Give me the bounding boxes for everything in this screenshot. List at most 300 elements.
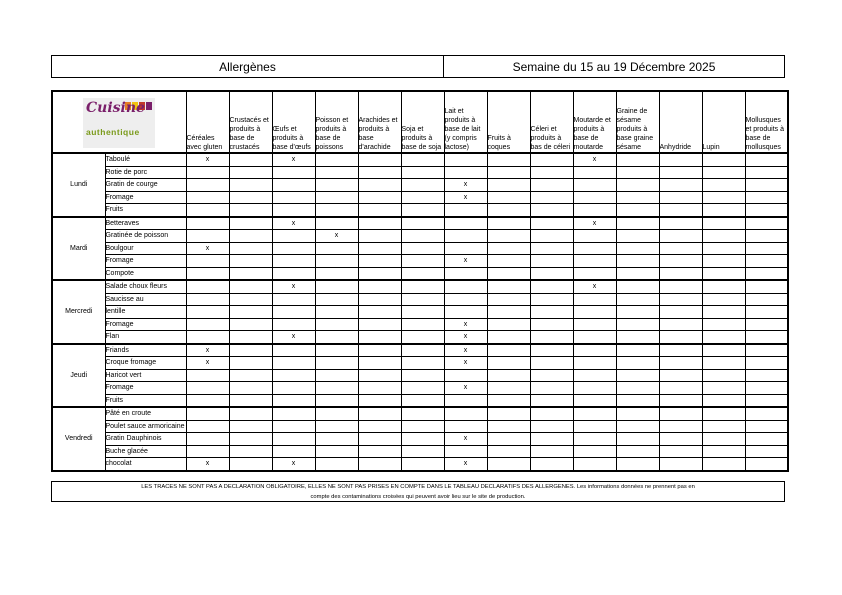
allergen-cell: [444, 445, 487, 458]
allergen-cell: [401, 318, 444, 331]
allergen-column-header: Céleri et produits à bas de céleri: [530, 91, 573, 153]
dish-name: Fruits: [105, 394, 186, 407]
allergen-cell: [186, 369, 229, 382]
allergen-cell: [358, 242, 401, 255]
allergen-cell: [186, 179, 229, 192]
table-row: [52, 306, 788, 319]
allergen-cell: [272, 318, 315, 331]
allergen-cell: [315, 179, 358, 192]
allergen-cell: [702, 382, 745, 395]
allergen-cell: [444, 369, 487, 382]
allergen-cell: [358, 445, 401, 458]
allergen-cell: [272, 306, 315, 319]
allergen-cell: [358, 230, 401, 243]
dish-name: Rotie de porc: [105, 166, 186, 179]
allergen-cell: [272, 394, 315, 407]
allergen-cell: [315, 357, 358, 370]
allergen-cell: [272, 166, 315, 179]
allergen-cell: [616, 357, 659, 370]
allergen-column-header: Lait et produits à base de lait (y compris lactose): [444, 91, 487, 153]
day-label: Mercredi: [52, 280, 105, 344]
allergen-cell: [573, 267, 616, 280]
table-row: [52, 369, 788, 382]
allergen-cell: [745, 204, 788, 217]
allergen-cell: [530, 306, 573, 319]
allergen-mark: x: [573, 280, 616, 293]
allergen-cell: [401, 267, 444, 280]
allergen-cell: [358, 318, 401, 331]
table-row: [52, 267, 788, 280]
dish-name: Taboulé: [105, 153, 186, 166]
allergen-cell: [616, 242, 659, 255]
allergen-cell: [487, 280, 530, 293]
day-label: Jeudi: [52, 344, 105, 408]
allergen-cell: [530, 293, 573, 306]
allergen-cell: [616, 293, 659, 306]
allergen-cell: [745, 293, 788, 306]
allergen-cell: [315, 153, 358, 166]
allergen-mark: x: [444, 191, 487, 204]
allergen-cell: [401, 420, 444, 433]
allergen-column-header: Soja et produits à base de soja: [401, 91, 444, 153]
allergen-cell: [487, 267, 530, 280]
allergen-cell: [401, 204, 444, 217]
allergen-cell: [272, 293, 315, 306]
allergen-cell: [659, 369, 702, 382]
allergen-cell: [702, 191, 745, 204]
logo-text-cuisine: Cuisine: [86, 100, 145, 116]
table-row: [52, 318, 788, 331]
allergen-cell: [401, 407, 444, 420]
footer-line-1: LES TRACES NE SONT PAS A DECLARATION OBLIGATOIRE, ELLES NE SONT PAS PRISES EN COMPTE DANS LE TABLEAU DECLARATIFS DES ALLERGENES. Les informations données ne prennent pas en: [141, 484, 695, 490]
allergen-cell: [616, 166, 659, 179]
dish-name: Croque fromage: [105, 357, 186, 370]
allergen-cell: [616, 280, 659, 293]
allergen-cell: [229, 420, 272, 433]
allergen-cell: [659, 344, 702, 357]
allergen-cell: [401, 217, 444, 230]
allergen-cell: [530, 458, 573, 471]
allergen-cell: [530, 318, 573, 331]
allergen-cell: [358, 382, 401, 395]
allergen-cell: [530, 344, 573, 357]
allergen-cell: [401, 331, 444, 344]
allergen-cell: [530, 153, 573, 166]
allergen-column-header: Mollusques et produits à base de mollusques: [745, 91, 788, 153]
allergen-cell: [401, 242, 444, 255]
allergen-cell: [702, 306, 745, 319]
allergen-cell: [358, 280, 401, 293]
dish-name: Gratinée de poisson: [105, 230, 186, 243]
table-row: [52, 179, 788, 192]
allergen-cell: [487, 191, 530, 204]
allergen-cell: [186, 433, 229, 446]
allergen-cell: [573, 445, 616, 458]
allergen-cell: [186, 217, 229, 230]
allergen-cell: [530, 445, 573, 458]
allergen-cell: [229, 369, 272, 382]
allergen-mark: x: [444, 318, 487, 331]
allergen-cell: [444, 153, 487, 166]
allergen-cell: [745, 433, 788, 446]
allergen-cell: [229, 267, 272, 280]
allergen-cell: [530, 179, 573, 192]
allergen-cell: [702, 267, 745, 280]
allergen-cell: [616, 445, 659, 458]
allergen-cell: [272, 230, 315, 243]
allergen-cell: [444, 204, 487, 217]
allergen-cell: [573, 382, 616, 395]
allergen-cell: [272, 255, 315, 268]
allergen-cell: [229, 217, 272, 230]
allergen-cell: [530, 433, 573, 446]
allergen-cell: [186, 255, 229, 268]
allergen-cell: [444, 267, 487, 280]
allergen-cell: [186, 445, 229, 458]
allergen-cell: [315, 394, 358, 407]
allergen-cell: [616, 394, 659, 407]
dish-name: chocolat: [105, 458, 186, 471]
allergen-cell: [315, 242, 358, 255]
allergen-cell: [186, 420, 229, 433]
allergen-cell: [487, 153, 530, 166]
allergen-cell: [616, 420, 659, 433]
allergen-mark: x: [186, 242, 229, 255]
dish-name: Fromage: [105, 255, 186, 268]
footer-notice: [51, 481, 785, 502]
allergen-cell: [530, 369, 573, 382]
table-row: [52, 433, 788, 446]
dish-name: Boulgour: [105, 242, 186, 255]
dish-name: Buche glacée: [105, 445, 186, 458]
allergen-mark: x: [272, 217, 315, 230]
allergen-cell: [487, 382, 530, 395]
allergen-mark: x: [444, 179, 487, 192]
allergen-cell: [745, 242, 788, 255]
allergen-mark: x: [573, 153, 616, 166]
allergen-cell: [487, 318, 530, 331]
allergen-cell: [444, 306, 487, 319]
allergen-cell: [659, 407, 702, 420]
allergen-cell: [530, 420, 573, 433]
allergen-mark: x: [444, 433, 487, 446]
allergen-cell: [229, 445, 272, 458]
allergen-cell: [573, 357, 616, 370]
allergen-cell: [186, 331, 229, 344]
table-row: [52, 217, 788, 230]
allergen-cell: [487, 293, 530, 306]
allergen-cell: [573, 394, 616, 407]
allergen-cell: [530, 382, 573, 395]
allergen-cell: [702, 318, 745, 331]
allergen-mark: x: [186, 344, 229, 357]
allergen-cell: [444, 230, 487, 243]
allergen-cell: [616, 217, 659, 230]
allergen-cell: [530, 280, 573, 293]
allergen-cell: [530, 204, 573, 217]
allergen-cell: [229, 280, 272, 293]
allergen-cell: [272, 433, 315, 446]
allergen-cell: [573, 166, 616, 179]
allergen-cell: [487, 255, 530, 268]
dish-name: Fromage: [105, 191, 186, 204]
allergen-cell: [616, 318, 659, 331]
allergen-cell: [229, 293, 272, 306]
allergen-cell: [444, 394, 487, 407]
allergen-cell: [659, 293, 702, 306]
allergen-cell: [401, 153, 444, 166]
allergen-cell: [616, 369, 659, 382]
table-row: [52, 242, 788, 255]
allergen-cell: [487, 204, 530, 217]
allergen-cell: [487, 433, 530, 446]
allergen-cell: [702, 153, 745, 166]
allergen-mark: x: [444, 344, 487, 357]
allergen-cell: [315, 280, 358, 293]
allergen-cell: [745, 166, 788, 179]
allergen-cell: [573, 230, 616, 243]
allergen-cell: [573, 344, 616, 357]
allergen-cell: [272, 382, 315, 395]
allergen-cell: [702, 217, 745, 230]
allergen-mark: x: [186, 153, 229, 166]
table-row: [52, 382, 788, 395]
allergen-cell: [616, 458, 659, 471]
allergen-cell: [401, 230, 444, 243]
allergen-cell: [401, 191, 444, 204]
allergen-column-header: Lupin: [702, 91, 745, 153]
allergen-cell: [659, 458, 702, 471]
allergen-cell: [315, 433, 358, 446]
allergen-cell: [573, 242, 616, 255]
allergen-cell: [573, 204, 616, 217]
allergen-cell: [229, 318, 272, 331]
allergen-cell: [745, 153, 788, 166]
allergen-cell: [401, 293, 444, 306]
allergen-cell: [272, 204, 315, 217]
allergen-cell: [272, 267, 315, 280]
allergen-cell: [616, 153, 659, 166]
allergen-mark: x: [186, 458, 229, 471]
allergen-cell: [487, 458, 530, 471]
allergen-cell: [186, 166, 229, 179]
footer-line-2: compte des contaminations croisées qui peuvent avoir lieu sur le site de production.: [310, 494, 526, 500]
allergen-cell: [272, 179, 315, 192]
allergen-cell: [229, 357, 272, 370]
dish-name: Flan: [105, 331, 186, 344]
allergen-cell: [745, 369, 788, 382]
day-label: Mardi: [52, 217, 105, 281]
allergen-cell: [530, 166, 573, 179]
allergen-cell: [573, 255, 616, 268]
table-row: [52, 357, 788, 370]
allergen-cell: [702, 458, 745, 471]
allergen-cell: [745, 280, 788, 293]
allergen-cell: [659, 306, 702, 319]
logo-square-purple: [146, 102, 152, 110]
allergen-cell: [702, 293, 745, 306]
table-row: [52, 191, 788, 204]
allergen-cell: [659, 394, 702, 407]
allergen-cell: [315, 458, 358, 471]
table-row: [52, 153, 788, 166]
allergen-mark: x: [444, 458, 487, 471]
allergen-cell: [315, 306, 358, 319]
allergen-cell: [186, 318, 229, 331]
week-label: Semaine du 15 au 19 Décembre 2025: [512, 59, 716, 74]
allergen-cell: [186, 306, 229, 319]
allergen-cell: [315, 166, 358, 179]
dish-name: Poulet sauce armoricaine: [105, 420, 186, 433]
allergen-cell: [616, 331, 659, 344]
allergen-cell: [616, 407, 659, 420]
dish-name: Fromage: [105, 318, 186, 331]
allergen-cell: [702, 344, 745, 357]
allergen-cell: [573, 318, 616, 331]
allergen-cell: [444, 293, 487, 306]
allergen-cell: [358, 331, 401, 344]
allergen-cell: [229, 153, 272, 166]
allergen-cell: [229, 242, 272, 255]
allergen-cell: [573, 407, 616, 420]
allergen-cell: [659, 318, 702, 331]
allergen-cell: [702, 445, 745, 458]
allergen-cell: [702, 230, 745, 243]
allergen-cell: [659, 433, 702, 446]
allergen-cell: [358, 306, 401, 319]
allergen-cell: [659, 204, 702, 217]
allergen-mark: x: [186, 357, 229, 370]
allergen-cell: [573, 458, 616, 471]
allergen-cell: [702, 179, 745, 192]
allergen-cell: [702, 166, 745, 179]
allergen-cell: [702, 204, 745, 217]
allergen-cell: [444, 280, 487, 293]
allergen-mark: x: [272, 280, 315, 293]
allergen-cell: [229, 331, 272, 344]
day-label: Lundi: [52, 153, 105, 217]
allergen-cell: [186, 394, 229, 407]
allergen-cell: [315, 318, 358, 331]
allergen-cell: [573, 191, 616, 204]
allergen-cell: [315, 191, 358, 204]
allergen-cell: [702, 242, 745, 255]
allergen-cell: [401, 280, 444, 293]
allergen-table: [51, 90, 789, 472]
allergen-cell: [745, 255, 788, 268]
table-row: [52, 166, 788, 179]
allergen-cell: [745, 458, 788, 471]
allergen-cell: [573, 433, 616, 446]
allergen-cell: [702, 433, 745, 446]
allergen-cell: [745, 217, 788, 230]
allergen-cell: [272, 191, 315, 204]
allergen-cell: [573, 331, 616, 344]
allergen-cell: [401, 445, 444, 458]
allergen-cell: [659, 357, 702, 370]
allergen-cell: [358, 179, 401, 192]
allergen-cell: [745, 191, 788, 204]
allergen-cell: [745, 445, 788, 458]
dish-name: Fruits: [105, 204, 186, 217]
allergen-cell: [487, 306, 530, 319]
allergen-cell: [358, 407, 401, 420]
allergen-cell: [315, 382, 358, 395]
allergen-cell: [487, 369, 530, 382]
allergen-cell: [530, 357, 573, 370]
allergen-cell: [659, 255, 702, 268]
allergen-cell: [616, 191, 659, 204]
allergen-cell: [444, 166, 487, 179]
allergen-cell: [616, 306, 659, 319]
allergen-cell: [229, 230, 272, 243]
allergen-cell: [401, 306, 444, 319]
table-row: [52, 407, 788, 420]
allergen-cell: [358, 255, 401, 268]
allergen-cell: [315, 293, 358, 306]
allergen-cell: [745, 230, 788, 243]
allergen-cell: [186, 267, 229, 280]
allergen-cell: [186, 191, 229, 204]
allergen-cell: [229, 306, 272, 319]
allergen-cell: [272, 407, 315, 420]
allergen-cell: [702, 255, 745, 268]
allergen-cell: [487, 166, 530, 179]
allergen-cell: [573, 293, 616, 306]
allergen-column-header: Graine de sésame produits à base graine sésame: [616, 91, 659, 153]
allergen-column-header: Céréales avec gluten: [186, 91, 229, 153]
allergen-cell: [745, 331, 788, 344]
allergen-cell: [272, 344, 315, 357]
allergen-cell: [616, 267, 659, 280]
allergen-cell: [401, 166, 444, 179]
allergen-cell: [530, 191, 573, 204]
allergen-cell: [358, 166, 401, 179]
allergen-cell: [616, 382, 659, 395]
allergen-cell: [745, 357, 788, 370]
day-label: Vendredi: [52, 407, 105, 471]
allergen-cell: [401, 433, 444, 446]
allergen-cell: [487, 420, 530, 433]
allergen-cell: [487, 344, 530, 357]
allergen-cell: [358, 420, 401, 433]
allergen-column-header: Moutarde et produits à base de moutarde: [573, 91, 616, 153]
allergen-cell: [702, 357, 745, 370]
allergen-cell: [530, 230, 573, 243]
allergen-mark: x: [272, 153, 315, 166]
allergen-cell: [272, 445, 315, 458]
table-row: [52, 420, 788, 433]
allergen-cell: [702, 369, 745, 382]
allergen-cell: [315, 331, 358, 344]
logo-text-authentique: authentique: [86, 127, 140, 137]
allergen-cell: [358, 191, 401, 204]
allergen-cell: [229, 204, 272, 217]
allergen-cell: [229, 394, 272, 407]
table-row: [52, 255, 788, 268]
allergen-cell: [487, 179, 530, 192]
allergen-cell: [659, 382, 702, 395]
allergen-column-header: Poisson et produits à base de poissons: [315, 91, 358, 153]
dish-name: Fromage: [105, 382, 186, 395]
logo-cell: [52, 91, 186, 153]
allergen-cell: [659, 179, 702, 192]
allergen-cell: [487, 331, 530, 344]
allergen-cell: [401, 255, 444, 268]
allergen-cell: [616, 179, 659, 192]
allergen-column-header: Anhydride: [659, 91, 702, 153]
allergen-cell: [229, 166, 272, 179]
